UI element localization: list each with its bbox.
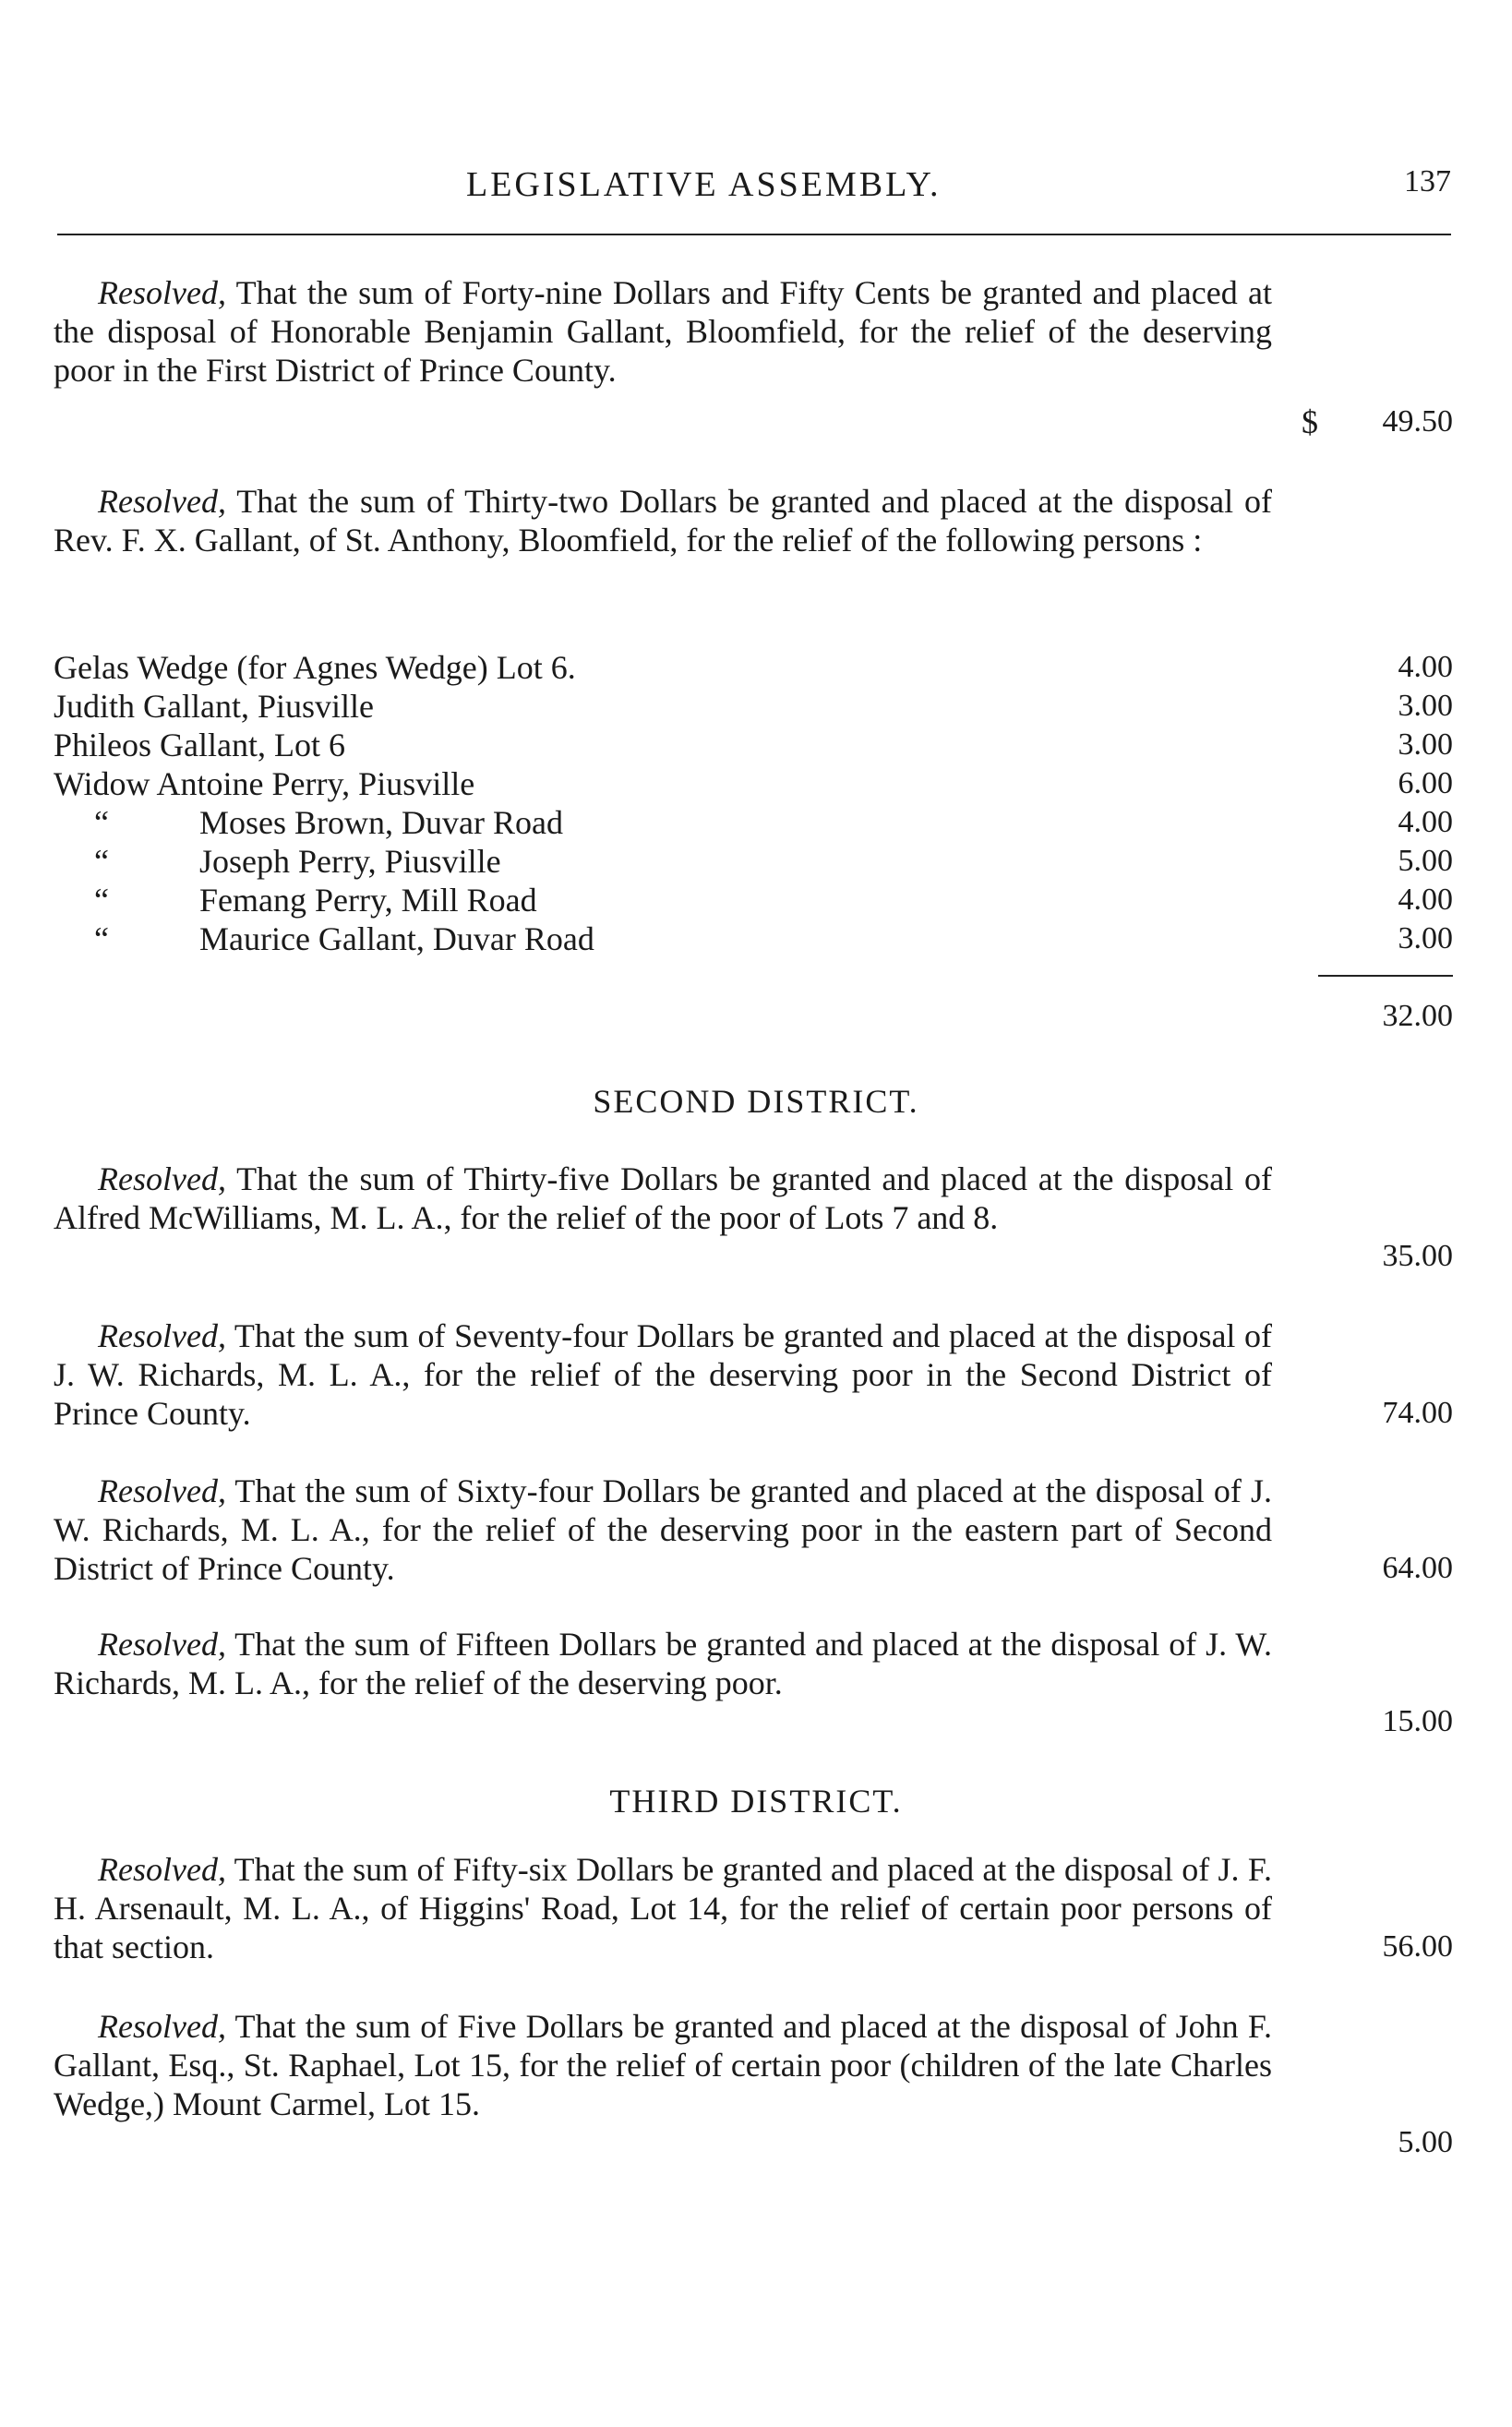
person-amount: 3.00 <box>1398 689 1453 723</box>
list-item <box>54 803 563 842</box>
resolution-text: That the sum of Five Dollars be granted and placed at the disposal of John F. Gallant, Esq., St. Raphael, Lot 15, for the relief of certain poor (children of the late Charles Wedge,) Mount Carmel, Lot 15. <box>54 2008 1272 2122</box>
list-item <box>54 919 594 958</box>
resolved-lead: Resolved, <box>98 1626 226 1663</box>
person-name: Widow Antoine Perry, Piusville <box>54 765 475 802</box>
resolution-amount: 49.50 <box>1382 404 1453 439</box>
resolution-text: That the sum of Thirty-two Dollars be granted and placed at the disposal of Rev. F. X. Gallant, of St. Anthony, Bloomfield, for the relief of the following persons : <box>54 483 1272 559</box>
person-name: Joseph Perry, Piusville <box>199 843 501 880</box>
section-heading: THIRD DISTRICT. <box>609 1783 903 1820</box>
person-name: Femang Perry, Mill Road <box>199 882 537 919</box>
person-amount: 3.00 <box>1398 921 1453 955</box>
resolution-amount: 15.00 <box>1382 1704 1453 1738</box>
ditto-mark: “ <box>94 882 109 919</box>
resolution-amount: 5.00 <box>1398 2125 1453 2159</box>
resolution-paragraph <box>54 1316 1272 1433</box>
running-title: LEGISLATIVE ASSEMBLY. <box>466 165 942 204</box>
resolution-paragraph <box>54 482 1272 559</box>
resolution-paragraph <box>54 1625 1272 1702</box>
person-name: Gelas Wedge (for Agnes Wedge) Lot 6. <box>54 649 576 686</box>
person-name: Moses Brown, Duvar Road <box>199 804 563 841</box>
resolved-lead: Resolved, <box>98 1160 226 1197</box>
list-item <box>54 881 537 919</box>
resolution-paragraph <box>54 1159 1272 1237</box>
resolution-text: That the sum of Fifteen Dollars be granted and placed at the disposal of J. W. Richards, M. L. A., for the relief of the deserving poor. <box>54 1626 1272 1701</box>
resolved-lead: Resolved, <box>98 274 226 311</box>
list-item <box>54 842 501 881</box>
resolution-paragraph <box>54 2007 1272 2123</box>
resolution-amount: 35.00 <box>1382 1239 1453 1273</box>
resolution-text: That the sum of Fifty-six Dollars be granted and placed at the disposal of J. F. H. Arsenault, M. L. A., of Higgins' Road, Lot 14, for the relief of certain poor persons of that section. <box>54 1851 1272 1965</box>
page-number: 137 <box>1404 164 1451 198</box>
resolution-text: That the sum of Forty-nine Dollars and Fifty Cents be granted and placed at the disposal of Honorable Benjamin Gallant, Bloomfield, for the relief of the deserving poor in the First District of Prince County. <box>54 274 1272 389</box>
resolved-lead: Resolved, <box>98 1317 226 1354</box>
running-header <box>0 164 1512 210</box>
person-amount: 5.00 <box>1398 844 1453 878</box>
resolved-lead: Resolved, <box>98 1472 226 1509</box>
list-item <box>54 764 474 803</box>
ditto-mark: “ <box>94 920 109 957</box>
person-amount: 4.00 <box>1398 650 1453 684</box>
header-rule <box>57 234 1451 235</box>
person-name: Phileos Gallant, Lot 6 <box>54 727 345 763</box>
resolution-paragraph <box>54 1472 1272 1588</box>
persons-total: 32.00 <box>1382 999 1453 1033</box>
resolution-paragraph <box>54 1850 1272 1966</box>
person-amount: 4.00 <box>1398 883 1453 917</box>
ditto-mark: “ <box>94 804 109 841</box>
resolved-lead: Resolved, <box>98 1851 226 1888</box>
ditto-mark: “ <box>94 843 109 880</box>
resolution-text: That the sum of Seventy-four Dollars be granted and placed at the disposal of J. W. Richards, M. L. A., for the relief of the deserving poor in the Second District of Prince County. <box>54 1317 1273 1432</box>
resolved-lead: Resolved, <box>98 2008 226 2045</box>
resolved-lead: Resolved, <box>98 483 226 520</box>
person-name: Maurice Gallant, Duvar Road <box>199 920 594 957</box>
resolution-amount: 74.00 <box>1382 1396 1453 1430</box>
total-rule <box>1318 975 1453 977</box>
list-item <box>54 687 374 726</box>
list-item <box>54 726 345 764</box>
person-amount: 4.00 <box>1398 805 1453 839</box>
person-name: Judith Gallant, Piusville <box>54 688 374 725</box>
currency-symbol: $ <box>1302 403 1318 440</box>
person-amount: 6.00 <box>1398 766 1453 800</box>
resolution-paragraph <box>54 273 1272 390</box>
resolution-text: That the sum of Sixty-four Dollars be granted and placed at the disposal of J. W. Richards, M. L. A., for the relief of the deserving poor in the eastern part of Second District of Prince County. <box>54 1472 1272 1587</box>
resolution-text: That the sum of Thirty-five Dollars be granted and placed at the disposal of Alfred McWilliams, M. L. A., for the relief of the poor of Lots 7 and 8. <box>54 1160 1272 1236</box>
resolution-amount: 64.00 <box>1382 1551 1453 1585</box>
resolution-amount: 56.00 <box>1382 1929 1453 1964</box>
list-item <box>54 648 576 687</box>
section-heading: SECOND DISTRICT. <box>593 1083 919 1120</box>
person-amount: 3.00 <box>1398 727 1453 762</box>
